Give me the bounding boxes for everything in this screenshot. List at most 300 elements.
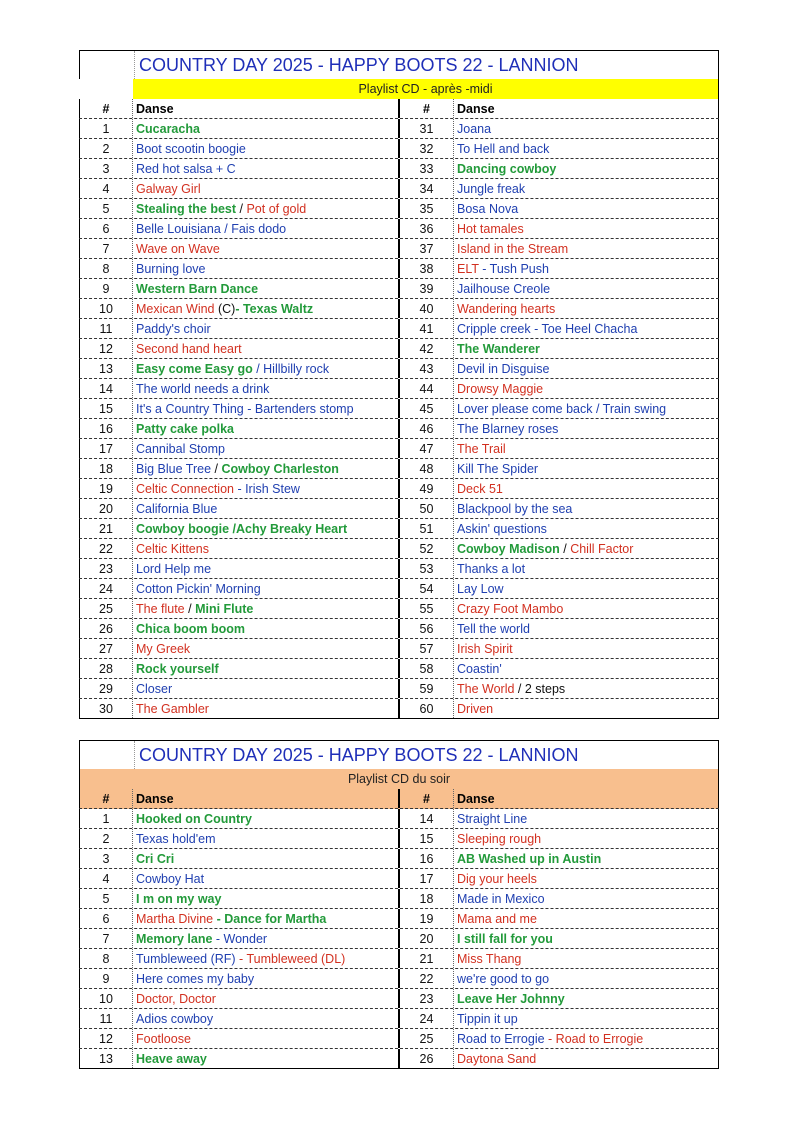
dance-name: - Wonder (212, 932, 268, 946)
dance-cell (133, 659, 399, 678)
afternoon-rows (79, 119, 719, 719)
table-row (79, 419, 719, 439)
dance-name: Dancing cowboy (457, 162, 557, 176)
row-number: 12 (79, 1029, 133, 1048)
dance-name: Irish Spirit (457, 642, 513, 656)
row-number: 52 (399, 539, 454, 558)
dance-name: Boot scootin boogie (136, 142, 246, 156)
row-number: 25 (79, 599, 133, 618)
row-number: 17 (399, 869, 454, 888)
row-number: 6 (79, 909, 133, 928)
dance-name: Blackpool by the sea (457, 502, 573, 516)
dance-name: Cowboy Charleston (221, 462, 339, 476)
row-number: 23 (79, 559, 133, 578)
row-number: 5 (79, 199, 133, 218)
row-number: 20 (399, 929, 454, 948)
table-row (79, 869, 719, 889)
dance-cell (454, 499, 719, 518)
dance-name: Galway Girl (136, 182, 201, 196)
col-num-header: # (79, 99, 133, 118)
row-number: 3 (79, 849, 133, 868)
afternoon-playlist-table (79, 50, 719, 719)
row-number: 24 (79, 579, 133, 598)
dance-name: - Texas Waltz (235, 302, 314, 316)
row-number: 2 (79, 139, 133, 158)
dance-cell (133, 869, 399, 888)
dance-name: / Hillbilly rock (252, 362, 330, 376)
table-row (79, 459, 719, 479)
row-number: 32 (399, 139, 454, 158)
col-dance-header: Danse (133, 789, 399, 808)
dance-name: Burning love (136, 262, 206, 276)
row-number: 45 (399, 399, 454, 418)
dance-name: Sleeping rough (457, 832, 542, 846)
dance-name: we're good to go (457, 972, 550, 986)
dance-name: / (236, 202, 247, 216)
dance-name: - Tush Push (478, 262, 549, 276)
dance-name: Cripple creek - Toe Heel Chacha (457, 322, 638, 336)
row-number: 50 (399, 499, 454, 518)
table-row (79, 379, 719, 399)
dance-name: Deck 51 (457, 482, 503, 496)
dance-cell (133, 419, 399, 438)
row-number: 21 (79, 519, 133, 538)
dance-name: I m on my way (136, 892, 222, 906)
dance-name: Closer (136, 682, 173, 696)
table-row (79, 339, 719, 359)
dance-name: (C) (214, 302, 236, 316)
row-number: 57 (399, 639, 454, 658)
dance-name: The world needs a drink (136, 382, 270, 396)
row-number: 53 (399, 559, 454, 578)
table-row (79, 969, 719, 989)
dance-cell (454, 559, 719, 578)
row-number: 60 (399, 699, 454, 718)
row-number: 55 (399, 599, 454, 618)
table-row (79, 829, 719, 849)
table-row (79, 659, 719, 679)
row-number: 18 (79, 459, 133, 478)
dance-cell (454, 849, 719, 868)
dance-cell (133, 299, 399, 318)
dance-name: Mexican Wind (136, 302, 215, 316)
dance-name: Hot tamales (457, 222, 524, 236)
table-row (79, 319, 719, 339)
dance-cell (133, 379, 399, 398)
row-number: 35 (399, 199, 454, 218)
table-row (79, 909, 719, 929)
dance-name: Cowboy Madison (457, 542, 560, 556)
dance-name: Cannibal Stomp (136, 442, 225, 456)
col-num-header: # (399, 789, 454, 808)
dance-cell (454, 139, 719, 158)
col-dance-header: Danse (133, 99, 399, 118)
dance-cell (454, 259, 719, 278)
dance-cell (454, 359, 719, 378)
row-number: 23 (399, 989, 454, 1008)
row-number: 6 (79, 219, 133, 238)
table-row (79, 579, 719, 599)
row-number: 43 (399, 359, 454, 378)
row-number: 27 (79, 639, 133, 658)
dance-cell (454, 579, 719, 598)
table-row (79, 439, 719, 459)
dance-cell (133, 969, 399, 988)
dance-cell (133, 559, 399, 578)
table-row (79, 699, 719, 719)
dance-cell (133, 699, 399, 718)
dance-cell (133, 359, 399, 378)
dance-cell (133, 849, 399, 868)
dance-name: Askin' questions (457, 522, 547, 536)
row-number: 5 (79, 889, 133, 908)
table-row (79, 299, 719, 319)
table-row (79, 559, 719, 579)
table-row (79, 949, 719, 969)
dance-cell (454, 949, 719, 968)
row-number: 33 (399, 159, 454, 178)
dance-name: Made in Mexico (457, 892, 545, 906)
dance-cell (133, 239, 399, 258)
table-row (79, 929, 719, 949)
dance-cell (454, 599, 719, 618)
dance-cell (454, 829, 719, 848)
table-row (79, 1029, 719, 1049)
table-row (79, 479, 719, 499)
dance-name: Thanks a lot (457, 562, 526, 576)
row-number: 51 (399, 519, 454, 538)
dance-cell (454, 439, 719, 458)
afternoon-subtitle: Playlist CD - après -midi (133, 79, 719, 99)
dance-cell (454, 419, 719, 438)
dance-cell (133, 179, 399, 198)
dance-cell (454, 909, 719, 928)
dance-name: The flute (136, 602, 185, 616)
row-number: 13 (79, 1049, 133, 1068)
row-number: 22 (399, 969, 454, 988)
table-row (79, 119, 719, 139)
dance-cell (454, 619, 719, 638)
dance-name: Crazy Foot Mambo (457, 602, 564, 616)
row-number: 12 (79, 339, 133, 358)
dance-cell (133, 259, 399, 278)
dance-name: Mama and me (457, 912, 537, 926)
dance-name: / 2 steps (514, 682, 566, 696)
dance-cell (454, 1009, 719, 1028)
dance-cell (133, 199, 399, 218)
dance-cell (133, 439, 399, 458)
afternoon-title-row (79, 50, 719, 79)
row-number: 56 (399, 619, 454, 638)
table-row (79, 599, 719, 619)
dance-cell (454, 199, 719, 218)
dance-name: Memory lane (136, 932, 213, 946)
row-number: 8 (79, 259, 133, 278)
dance-cell (454, 519, 719, 538)
table-row (79, 179, 719, 199)
row-number: 10 (79, 299, 133, 318)
dance-cell (133, 989, 399, 1008)
dance-cell (454, 539, 719, 558)
dance-name: Lay Low (457, 582, 504, 596)
dance-cell (454, 989, 719, 1008)
dance-name: Driven (457, 702, 494, 716)
row-number: 7 (79, 239, 133, 258)
table-row (79, 159, 719, 179)
dance-cell (133, 399, 399, 418)
col-dance-header: Danse (454, 789, 719, 808)
dance-cell (454, 239, 719, 258)
dance-cell (454, 479, 719, 498)
row-number: 4 (79, 179, 133, 198)
afternoon-title: COUNTRY DAY 2025 - HAPPY BOOTS 22 - LANNION (135, 51, 719, 79)
dance-cell (454, 119, 719, 138)
dance-cell (133, 479, 399, 498)
table-row (79, 1049, 719, 1069)
dance-name: Island in the Stream (457, 242, 569, 256)
table-row (79, 889, 719, 909)
dance-name: Texas hold'em (136, 832, 216, 846)
dance-name: Stealing the best (136, 202, 237, 216)
dance-cell (133, 219, 399, 238)
dance-cell (454, 889, 719, 908)
dance-name: I still fall for you (457, 932, 553, 946)
row-number: 8 (79, 949, 133, 968)
row-number: 48 (399, 459, 454, 478)
dance-cell (454, 339, 719, 358)
dance-cell (133, 279, 399, 298)
row-number: 9 (79, 969, 133, 988)
dance-name: Heave away (136, 1052, 207, 1066)
dance-name: Rock yourself (136, 662, 219, 676)
table-row (79, 259, 719, 279)
table-row (79, 499, 719, 519)
row-number: 26 (79, 619, 133, 638)
dance-cell (454, 1029, 719, 1048)
dance-cell (133, 1029, 399, 1048)
dance-name: Western Barn Dance (136, 282, 259, 296)
row-number: 14 (79, 379, 133, 398)
row-number: 10 (79, 989, 133, 1008)
dance-cell (454, 869, 719, 888)
row-number: 20 (79, 499, 133, 518)
dance-name: Easy come Easy go (136, 362, 253, 376)
dance-name: Footloose (136, 1032, 191, 1046)
dance-name: - Irish Stew (233, 482, 300, 496)
dance-name: - Road to Errogie (544, 1032, 644, 1046)
dance-name: Chill Factor (570, 542, 634, 556)
dance-name: Paddy's choir (136, 322, 211, 336)
row-number: 26 (399, 1049, 454, 1068)
dance-name: Belle Louisiana / Fais dodo (136, 222, 287, 236)
evening-playlist-table (79, 740, 719, 1069)
dance-cell (133, 1009, 399, 1028)
dance-name: Joana (457, 122, 492, 136)
row-number: 16 (399, 849, 454, 868)
row-number: 3 (79, 159, 133, 178)
dance-cell (133, 139, 399, 158)
dance-cell (133, 829, 399, 848)
row-number: 21 (399, 949, 454, 968)
dance-name: It's a Country Thing - Bartenders stomp (136, 402, 354, 416)
dance-name: The Gambler (136, 702, 209, 716)
dance-cell (454, 679, 719, 698)
dance-name: The Wanderer (457, 342, 540, 356)
dance-name: Celtic Kittens (136, 542, 209, 556)
dance-name: Devil in Disguise (457, 362, 550, 376)
evening-rows (79, 809, 719, 1069)
dance-cell (454, 279, 719, 298)
col-num-header: # (399, 99, 454, 118)
dance-name: Cri Cri (136, 852, 175, 866)
dance-name: - Tumbleweed (DL) (235, 952, 346, 966)
row-number: 1 (79, 119, 133, 138)
row-number: 38 (399, 259, 454, 278)
dance-cell (133, 599, 399, 618)
dance-cell (133, 119, 399, 138)
dance-cell (133, 1049, 399, 1068)
dance-name: Pot of gold (246, 202, 307, 216)
dance-cell (454, 319, 719, 338)
dance-name: California Blue (136, 502, 218, 516)
row-number: 15 (399, 829, 454, 848)
table-row (79, 399, 719, 419)
dance-name: Mini Flute (195, 602, 254, 616)
dance-name: Road to Errogie (457, 1032, 545, 1046)
evening-title: COUNTRY DAY 2025 - HAPPY BOOTS 22 - LANNION (135, 741, 719, 769)
dance-cell (454, 639, 719, 658)
row-number: 7 (79, 929, 133, 948)
dance-name: Hooked on Country (136, 812, 252, 826)
dance-name: ELT (457, 262, 479, 276)
row-number: 49 (399, 479, 454, 498)
row-number: 39 (399, 279, 454, 298)
dance-cell (454, 379, 719, 398)
row-number: 22 (79, 539, 133, 558)
row-number: 9 (79, 279, 133, 298)
row-number: 54 (399, 579, 454, 598)
dance-cell (133, 499, 399, 518)
dance-name: Straight Line (457, 812, 528, 826)
dance-name: Doctor, Doctor (136, 992, 216, 1006)
row-number: 25 (399, 1029, 454, 1048)
dance-name: Cotton Pickin' Morning (136, 582, 261, 596)
dance-cell (454, 1049, 719, 1068)
table-row (79, 639, 719, 659)
dance-name: Adios cowboy (136, 1012, 214, 1026)
dance-cell (133, 809, 399, 828)
dance-cell (454, 459, 719, 478)
row-number: 16 (79, 419, 133, 438)
row-number: 24 (399, 1009, 454, 1028)
col-num-header: # (79, 789, 133, 808)
table-row (79, 679, 719, 699)
dance-name: Dig your heels (457, 872, 537, 886)
row-number: 59 (399, 679, 454, 698)
row-number: 14 (399, 809, 454, 828)
row-number: 11 (79, 1009, 133, 1028)
dance-name: AB Washed up in Austin (457, 852, 602, 866)
col-dance-header: Danse (454, 99, 719, 118)
dance-name: Wandering hearts (457, 302, 556, 316)
evening-title-row (79, 740, 719, 769)
dance-cell (454, 929, 719, 948)
dance-cell (133, 679, 399, 698)
row-number: 40 (399, 299, 454, 318)
dance-name: / (559, 542, 571, 556)
dance-cell (133, 539, 399, 558)
row-number: 46 (399, 419, 454, 438)
dance-cell (454, 699, 719, 718)
table-row (79, 239, 719, 259)
dance-name: Lover please come back / Train swing (457, 402, 667, 416)
dance-name: Red hot salsa + C (136, 162, 236, 176)
dance-cell (454, 809, 719, 828)
dance-name: - Dance for Martha (213, 912, 327, 926)
dance-name: Celtic Connection (136, 482, 234, 496)
dance-cell (133, 949, 399, 968)
dance-cell (133, 889, 399, 908)
table-row (79, 219, 719, 239)
dance-name: The World (457, 682, 515, 696)
afternoon-header-row (79, 99, 719, 119)
dance-name: / (184, 602, 196, 616)
row-number: 19 (79, 479, 133, 498)
evening-header-row (79, 789, 719, 809)
row-number: 41 (399, 319, 454, 338)
dance-name: / (211, 462, 222, 476)
dance-name: Cucaracha (136, 122, 200, 136)
dance-cell (454, 969, 719, 988)
row-number: 19 (399, 909, 454, 928)
row-number: 15 (79, 399, 133, 418)
dance-name: Second hand heart (136, 342, 242, 356)
row-number: 28 (79, 659, 133, 678)
dance-cell (133, 519, 399, 538)
table-row (79, 1009, 719, 1029)
dance-name: Bosa Nova (457, 202, 519, 216)
row-number: 47 (399, 439, 454, 458)
row-number: 4 (79, 869, 133, 888)
row-number: 37 (399, 239, 454, 258)
dance-name: Here comes my baby (136, 972, 255, 986)
dance-name: Chica boom boom (136, 622, 246, 636)
row-number: 44 (399, 379, 454, 398)
dance-cell (454, 299, 719, 318)
row-number: 29 (79, 679, 133, 698)
dance-name: Leave Her Johnny (457, 992, 565, 1006)
table-row (79, 619, 719, 639)
dance-name: Big Blue Tree (136, 462, 212, 476)
dance-name: Jungle freak (457, 182, 526, 196)
dance-cell (454, 179, 719, 198)
table-row (79, 279, 719, 299)
table-row (79, 849, 719, 869)
dance-cell (133, 159, 399, 178)
dance-cell (133, 619, 399, 638)
dance-name: Kill The Spider (457, 462, 539, 476)
row-number: 2 (79, 829, 133, 848)
dance-name: Drowsy Maggie (457, 382, 544, 396)
dance-name: The Trail (457, 442, 506, 456)
dance-cell (454, 219, 719, 238)
dance-name: Patty cake polka (136, 422, 234, 436)
dance-name: My Greek (136, 642, 191, 656)
dance-cell (133, 579, 399, 598)
dance-name: Coastin' (457, 662, 502, 676)
dance-name: Cowboy Hat (136, 872, 205, 886)
row-number: 42 (399, 339, 454, 358)
